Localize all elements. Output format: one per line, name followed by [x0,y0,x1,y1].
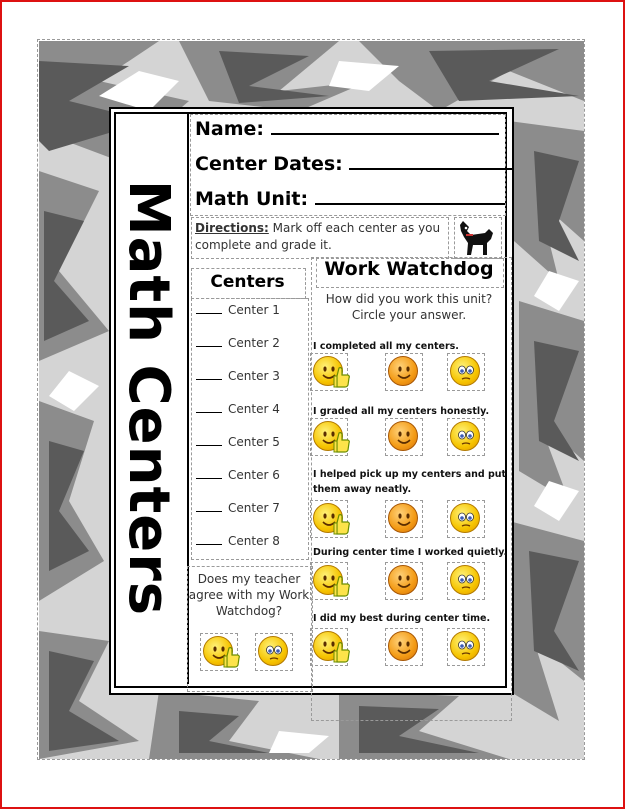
thumbs-up-icon [223,646,241,668]
directions-label: Directions: [195,221,269,235]
page-title: Math Centers [116,179,181,617]
center-label: Center 6 [228,468,280,482]
teacher-line2: agree with my Work [188,588,310,602]
center-label: Center 3 [228,369,280,383]
smiley-icon [388,503,418,533]
name-label: Name: [195,118,265,140]
statement-3b: them away neatly. [313,484,412,495]
center-checkbox-line[interactable] [196,478,222,479]
directions-text [195,220,455,254]
center-checkbox-line[interactable] [196,511,222,512]
center-label: Center 5 [228,435,280,449]
math-unit-field[interactable] [195,188,505,210]
thumbs-up-icon [333,431,351,453]
center-label: Center 8 [228,534,280,548]
center-item[interactable] [196,369,280,383]
teacher-question [188,571,310,619]
dog-icon [457,217,497,259]
thumbs-up-icon [333,513,351,535]
statement-2: I graded all my centers honestly. [313,406,490,417]
center-item[interactable] [196,303,280,317]
smiley-icon [388,421,418,451]
directions-line1: Mark off each center as you [268,221,441,235]
teacher-line3: Watchdog? [215,604,283,618]
directions-line2: complete and grade it. [195,238,332,252]
smiley-icon [388,631,418,661]
thumbs-up-icon [333,366,351,388]
center-item[interactable] [196,402,280,416]
statement-1: I completed all my centers. [313,341,459,352]
center-checkbox-line[interactable] [196,379,222,380]
center-label: Center 7 [228,501,280,515]
math-unit-line[interactable] [315,189,505,205]
centers-heading: Centers [210,272,285,292]
smiley-icon [388,356,418,386]
center-checkbox-line[interactable] [196,445,222,446]
center-checkbox-line[interactable] [196,544,222,545]
thumbs-up-icon [333,641,351,663]
statement-4: During center time I worked quietly. [313,547,508,558]
center-label: Center 2 [228,336,280,350]
statement-5: I did my best during center time. [313,613,491,624]
watchdog-prompt-line2: Circle your answer. [351,308,467,322]
center-item[interactable] [196,501,280,515]
watchdog-heading: Work Watchdog [324,258,494,280]
worried-smiley-icon [450,421,480,451]
center-label: Center 1 [228,303,280,317]
center-item[interactable] [196,435,280,449]
smiley-icon [388,565,418,595]
center-item[interactable] [196,468,280,482]
watchdog-prompt-line1: How did you work this unit? [325,292,493,306]
center-checkbox-line[interactable] [196,313,222,314]
center-label: Center 4 [228,402,280,416]
center-checkbox-line[interactable] [196,412,222,413]
center-dates-label: Center Dates: [195,153,343,175]
worried-smiley-icon [450,503,480,533]
statement-3a: I helped pick up my centers and put [313,469,507,480]
center-dates-line[interactable] [349,154,513,170]
worried-smiley-icon [258,636,288,666]
worried-smiley-icon [450,356,480,386]
worried-smiley-icon [450,631,480,661]
name-field[interactable] [195,118,499,140]
math-unit-label: Math Unit: [195,188,309,210]
teacher-line1: Does my teacher [197,572,301,586]
name-line[interactable] [271,119,499,135]
center-item[interactable] [196,534,280,548]
thumbs-up-icon [333,575,351,597]
center-dates-field[interactable] [195,153,513,175]
center-item[interactable] [196,336,280,350]
worried-smiley-icon [450,565,480,595]
center-checkbox-line[interactable] [196,346,222,347]
